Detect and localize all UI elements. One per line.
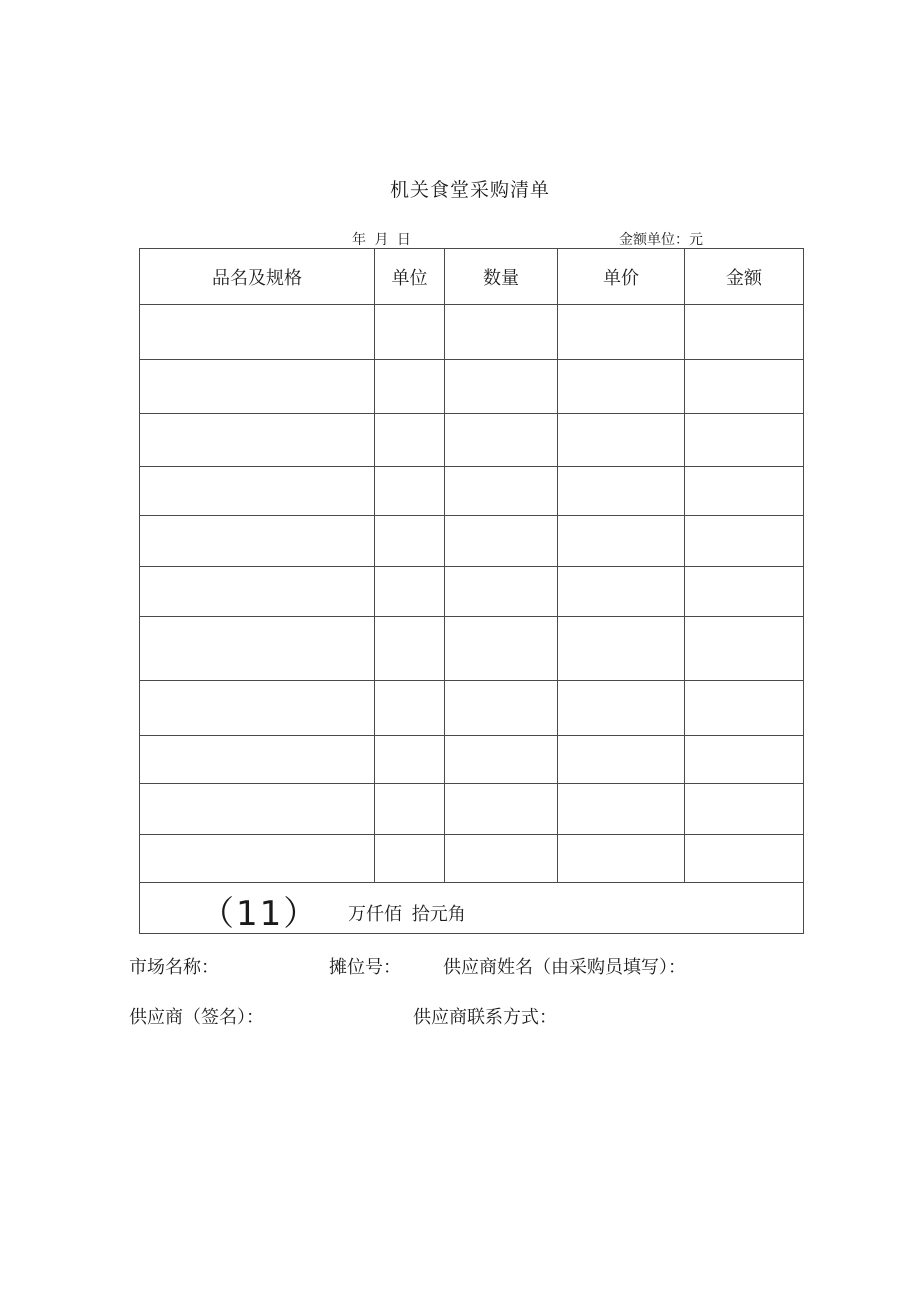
table-row bbox=[140, 467, 804, 516]
quantity-cell[interactable] bbox=[445, 414, 558, 467]
unit-cell[interactable] bbox=[375, 516, 445, 567]
supplier-name-label: 供应商姓名（由采购员填写）： bbox=[443, 957, 686, 978]
stall-number-label: 摊位号： bbox=[329, 957, 401, 978]
unit-price-cell[interactable] bbox=[558, 467, 685, 516]
unit-price-cell[interactable] bbox=[558, 360, 685, 414]
item-name-cell[interactable] bbox=[140, 516, 375, 567]
unit-cell[interactable] bbox=[375, 736, 445, 784]
amount-cell[interactable] bbox=[685, 681, 804, 736]
amount-cell[interactable] bbox=[685, 360, 804, 414]
unit-price-cell[interactable] bbox=[558, 305, 685, 360]
amount-cell[interactable] bbox=[685, 414, 804, 467]
table-row bbox=[140, 617, 804, 681]
amount-cell[interactable] bbox=[685, 467, 804, 516]
unit-price-cell[interactable] bbox=[558, 784, 685, 835]
page-title: 机关食堂采购清单 bbox=[389, 179, 550, 201]
table-row bbox=[140, 835, 804, 883]
supplier-signature-label: 供应商（签名）： bbox=[129, 1007, 264, 1028]
unit-price-cell[interactable] bbox=[558, 835, 685, 883]
item-name-cell[interactable] bbox=[140, 467, 375, 516]
quantity-cell[interactable] bbox=[445, 681, 558, 736]
quantity-cell[interactable] bbox=[445, 736, 558, 784]
item-name-cell[interactable] bbox=[140, 617, 375, 681]
quantity-cell[interactable] bbox=[445, 567, 558, 617]
unit-price-cell[interactable] bbox=[558, 617, 685, 681]
unit-price-cell[interactable] bbox=[558, 567, 685, 617]
quantity-cell[interactable] bbox=[445, 617, 558, 681]
purchase-table bbox=[139, 248, 804, 934]
unit-cell[interactable] bbox=[375, 784, 445, 835]
item-name-cell[interactable] bbox=[140, 305, 375, 360]
unit-cell[interactable] bbox=[375, 567, 445, 617]
unit-cell[interactable] bbox=[375, 467, 445, 516]
total-row bbox=[140, 883, 804, 934]
item-name-cell[interactable] bbox=[140, 414, 375, 467]
header-unit-price: 单价 bbox=[558, 249, 685, 305]
amount-cell[interactable] bbox=[685, 516, 804, 567]
total-cell[interactable] bbox=[140, 883, 804, 934]
unit-cell[interactable] bbox=[375, 835, 445, 883]
table-row bbox=[140, 681, 804, 736]
total-parenthesis: （11） bbox=[200, 894, 320, 934]
amount-cell[interactable] bbox=[685, 305, 804, 360]
quantity-cell[interactable] bbox=[445, 360, 558, 414]
table-row bbox=[140, 414, 804, 467]
amount-cell[interactable] bbox=[685, 567, 804, 617]
quantity-cell[interactable] bbox=[445, 835, 558, 883]
table-row bbox=[140, 360, 804, 414]
item-name-cell[interactable] bbox=[140, 835, 375, 883]
unit-cell[interactable] bbox=[375, 414, 445, 467]
supplier-contact-label: 供应商联系方式： bbox=[413, 1007, 557, 1028]
market-name-label: 市场名称： bbox=[129, 957, 219, 978]
amount-cell[interactable] bbox=[685, 835, 804, 883]
unit-price-cell[interactable] bbox=[558, 516, 685, 567]
date-line: 年 月 日 bbox=[352, 232, 411, 248]
item-name-cell[interactable] bbox=[140, 567, 375, 617]
amount-cell[interactable] bbox=[685, 617, 804, 681]
table-row bbox=[140, 567, 804, 617]
table-row bbox=[140, 305, 804, 360]
table-row bbox=[140, 784, 804, 835]
table-header-row bbox=[140, 249, 804, 305]
item-name-cell[interactable] bbox=[140, 736, 375, 784]
unit-price-cell[interactable] bbox=[558, 414, 685, 467]
amount-unit-label: 金额单位：元 bbox=[619, 232, 703, 248]
quantity-cell[interactable] bbox=[445, 467, 558, 516]
unit-price-cell[interactable] bbox=[558, 736, 685, 784]
unit-cell[interactable] bbox=[375, 360, 445, 414]
table-row bbox=[140, 516, 804, 567]
item-name-cell[interactable] bbox=[140, 360, 375, 414]
amount-cell[interactable] bbox=[685, 784, 804, 835]
quantity-cell[interactable] bbox=[445, 516, 558, 567]
total-units-label: 万仟佰 拾元角 bbox=[348, 904, 466, 925]
quantity-cell[interactable] bbox=[445, 784, 558, 835]
item-name-cell[interactable] bbox=[140, 784, 375, 835]
unit-price-cell[interactable] bbox=[558, 681, 685, 736]
unit-cell[interactable] bbox=[375, 305, 445, 360]
header-quantity: 数量 bbox=[445, 249, 558, 305]
table-row bbox=[140, 736, 804, 784]
header-amount: 金额 bbox=[685, 249, 804, 305]
unit-cell[interactable] bbox=[375, 681, 445, 736]
quantity-cell[interactable] bbox=[445, 305, 558, 360]
unit-cell[interactable] bbox=[375, 617, 445, 681]
header-unit: 单位 bbox=[375, 249, 445, 305]
header-item-name: 品名及规格 bbox=[140, 249, 375, 305]
item-name-cell[interactable] bbox=[140, 681, 375, 736]
amount-cell[interactable] bbox=[685, 736, 804, 784]
